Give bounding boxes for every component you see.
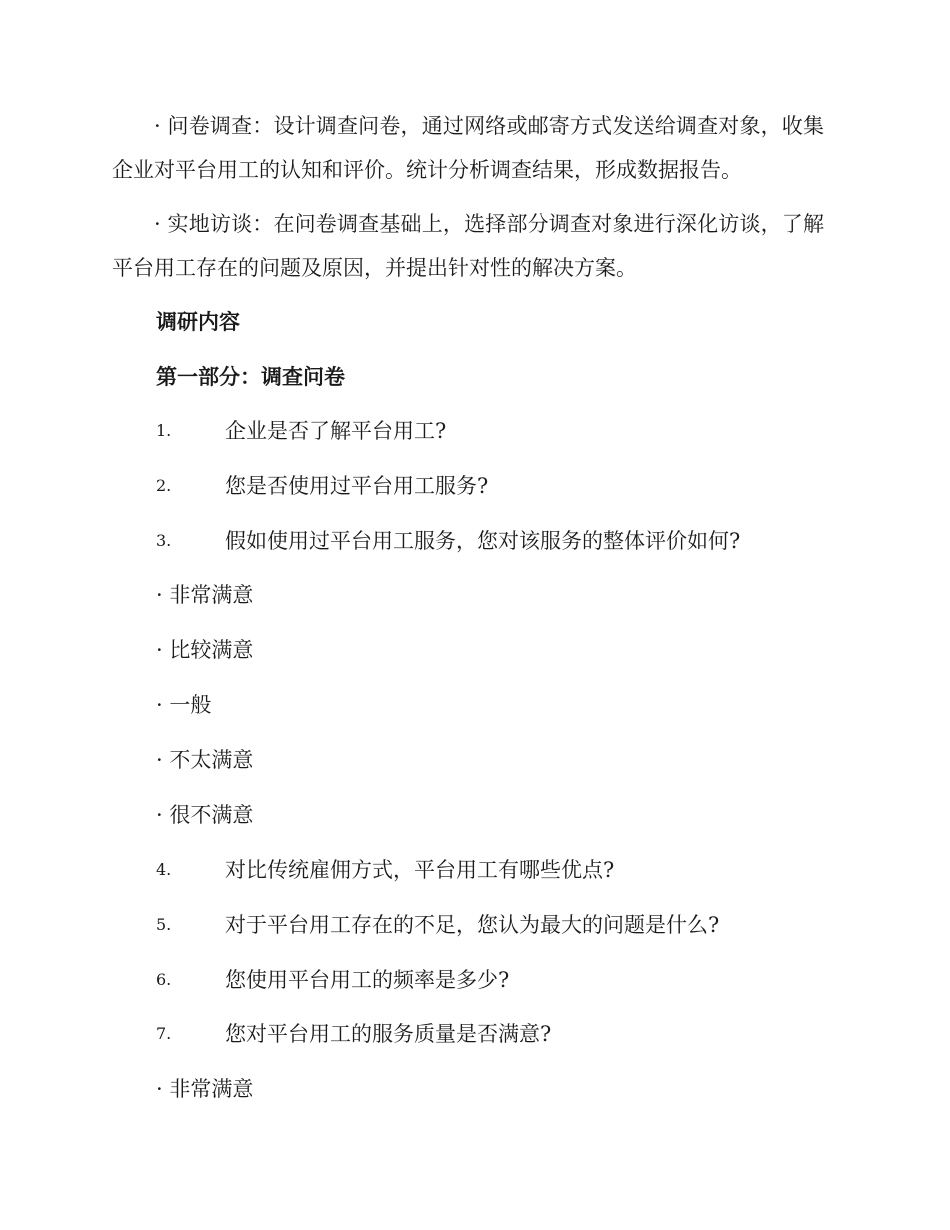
heading-part-one: 第一部分：调查问卷 (156, 364, 345, 389)
option-item: · 非常满意 (156, 583, 254, 607)
option-item: · 比较满意 (156, 638, 254, 662)
question-number: 7. (156, 1024, 172, 1043)
heading-research-content: 调研内容 (156, 309, 240, 334)
paragraph-questionnaire: · 问卷调查：设计调查问卷，通过网络或邮寄方式发送给调查对象，收集企业对平台用工的认知和评价。统计分析调查结果，形成数据报告。 (112, 114, 824, 182)
question-number: 6. (156, 970, 172, 989)
option-item: · 非常满意 (156, 1077, 254, 1101)
question-text: 对比传统雇佣方式，平台用工有哪些优点? (225, 858, 615, 882)
question-number: 1. (156, 421, 172, 440)
option-item: · 很不满意 (156, 803, 254, 827)
question-text: 您使用平台用工的频率是多少? (225, 968, 510, 992)
question-text: 您是否使用过平台用工服务? (225, 474, 489, 498)
question-text: 对于平台用工存在的不足，您认为最大的问题是什么? (225, 913, 720, 937)
question-text: 企业是否了解平台用工? (225, 419, 447, 443)
question-number: 5. (156, 915, 172, 934)
option-item: · 一般 (156, 693, 212, 717)
question-number: 3. (156, 531, 172, 550)
paragraph-field-interview: · 实地访谈：在问卷调查基础上，选择部分调查对象进行深化访谈，了解平台用工存在的问题及原因，并提出针对性的解决方案。 (112, 212, 824, 280)
question-text: 假如使用过平台用工服务，您对该服务的整体评价如何? (225, 529, 741, 553)
question-text: 您对平台用工的服务质量是否满意? (225, 1022, 552, 1046)
question-number: 2. (156, 476, 172, 495)
option-item: · 不太满意 (156, 748, 254, 772)
question-number: 4. (156, 860, 172, 879)
